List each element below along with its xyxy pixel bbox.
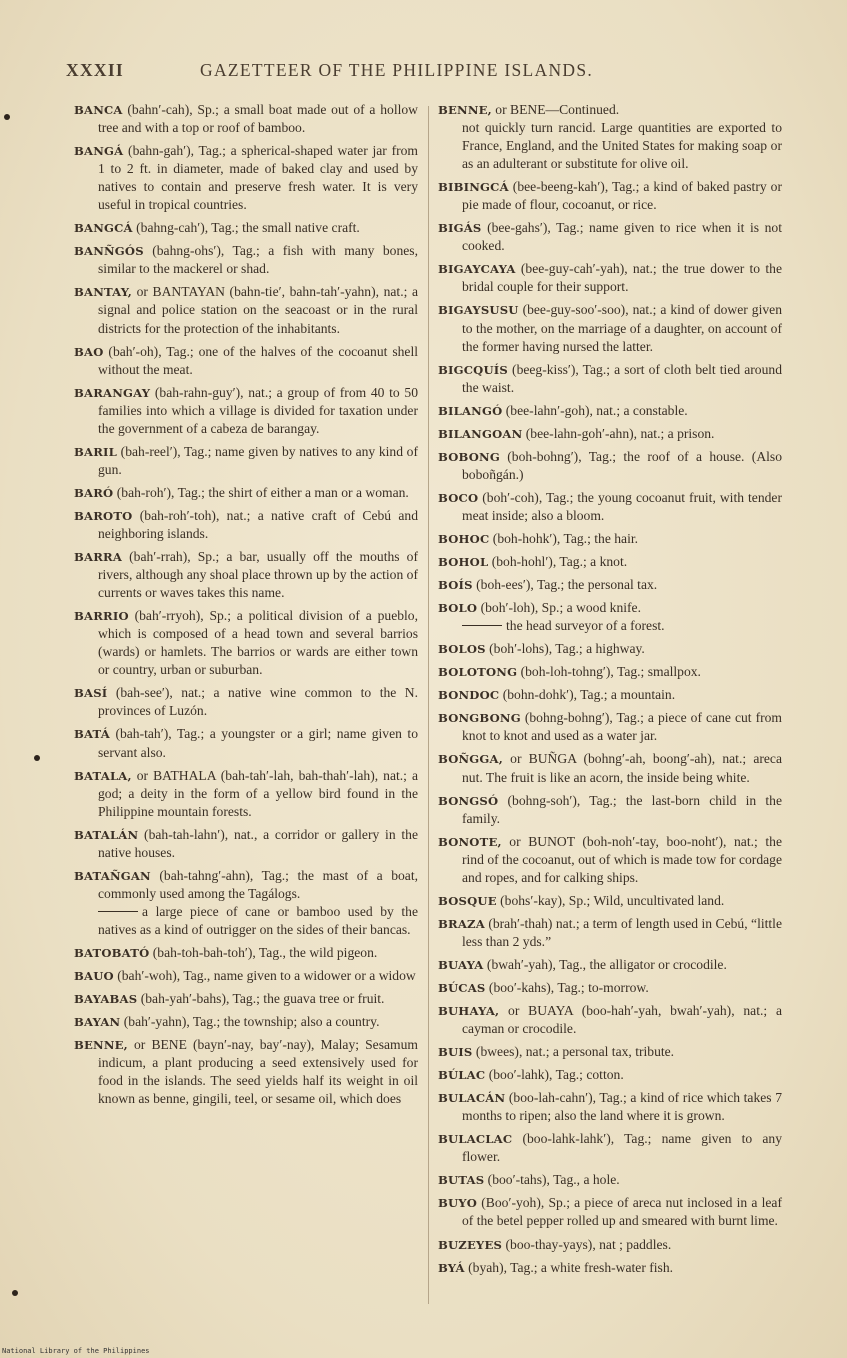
entry-headword: BUAYA: [438, 957, 484, 972]
entry-headword: BIGAYCAYA: [438, 262, 516, 277]
entry-headword: BANÑGÓS: [74, 244, 144, 259]
left-column: [74, 101, 418, 1113]
entry-definition: (bah-yah′-bahs), Tag.; the guava tree or fruit.: [137, 991, 385, 1007]
entry-headword: BAYABAS: [74, 992, 138, 1007]
glossary-entry: [438, 101, 782, 173]
glossary-entry: [438, 1043, 782, 1061]
glossary-entry: [74, 1036, 418, 1108]
entry-headword: BOÍS: [438, 578, 473, 593]
entry-definition: (boh-bohng′), Tag.; the roof of a house. (Also boboñgán.): [462, 448, 782, 482]
entry-headword: BULACLAC: [438, 1132, 513, 1147]
entry-definition: (bohng-soh′), Tag.; the last-born child in the family.: [462, 792, 782, 826]
entry-headword: BANGÁ: [74, 144, 124, 159]
entry-headword: BOLO: [438, 601, 478, 616]
entry-definition: or BENE—Continued.: [491, 102, 620, 117]
margin-mark: [12, 1290, 18, 1296]
glossary-entry: [438, 402, 782, 420]
glossary-entry: [438, 219, 782, 255]
entry-definition: or BUÑGA (bohng′-ah, boong′-ah), nat.; areca nut. The fruit is like an acorn, the inside being white.: [462, 751, 782, 785]
entry-definition: (boh′-loh), Sp.; a wood knife.: [477, 600, 641, 616]
glossary-entry: [438, 178, 782, 214]
glossary-entry: [438, 1171, 782, 1189]
entry-headword: BATÁ: [74, 727, 110, 742]
entry-definition: (boh′-lohs), Tag.; a highway.: [485, 641, 645, 657]
glossary-entry: [438, 553, 782, 571]
entry-headword: BAUO: [74, 969, 114, 984]
entry-headword: BANCA: [74, 103, 123, 117]
entry-headword: BUTAS: [438, 1173, 485, 1188]
glossary-entry: [74, 283, 418, 337]
entry-definition: (bah-see′), nat.; a native wine common to the N. provinces of Luzón.: [98, 685, 418, 719]
glossary-entry: [438, 425, 782, 443]
entry-definition: or BANTAYAN (bahn-tie′, bahn-tah′-yahn), nat.; a signal and police station on the seacoast or in the rural districts for the protection of the inhabitants.: [98, 284, 418, 336]
entry-definition: (boo′-tahs), Tag., a hole.: [484, 1172, 620, 1188]
entry-definition: (bah′-oh), Tag.; one of the halves of the cocoanut shell without the meat.: [98, 343, 418, 377]
glossary-entry: [74, 443, 418, 479]
glossary-entry: [74, 684, 418, 720]
glossary-entry: [74, 219, 418, 237]
entry-headword: BUZEYES: [438, 1237, 503, 1252]
glossary-entry: [438, 1089, 782, 1125]
entry-headword: BUHAYA,: [438, 1004, 500, 1019]
entry-headword: BÚLAC: [438, 1068, 486, 1083]
entry-headword: BILANGÓ: [438, 403, 503, 418]
entry-headword: BATOBATÓ: [74, 945, 150, 960]
entry-headword: BATAÑGAN: [74, 868, 151, 883]
entry-headword: BIGÁS: [438, 221, 482, 236]
entry-headword: BARRIO: [74, 609, 129, 624]
glossary-entry: [74, 101, 418, 137]
glossary-entry: [74, 826, 418, 862]
entry-continuation: the head surveyor of a forest.: [506, 618, 665, 634]
entry-headword: BOHOC: [438, 531, 490, 546]
entry-definition: or BUAYA (boo-hah′-yah, bwah′-yah), nat.; a cayman or crocodile.: [462, 1003, 782, 1037]
entry-definition: (byah), Tag.; a white fresh-water fish.: [464, 1259, 674, 1275]
entry-headword: BÚCAS: [438, 980, 486, 995]
glossary-entry: [438, 956, 782, 974]
entry-headword: BOLOS: [438, 642, 486, 657]
glossary-entry: [74, 242, 418, 278]
entry-definition: or BUNOT (boh-noh′-tay, boo-noht′), nat.; the rind of the cocoanut, out of which is made tow for cordage and ropes, and for calking ships.: [462, 833, 782, 885]
entry-continuation: not quickly turn rancid. Large quantities are exported to France, England, and the United States for making soap or as an adulterant or substitute for olive oil.: [462, 120, 782, 172]
entry-definition: (bah-toh-bah-toh′), Tag., the wild pigeon.: [149, 944, 378, 960]
entry-definition: (bah-reel′), Tag.; name given by natives to any kind of gun.: [98, 443, 418, 477]
entry-headword: BAYAN: [74, 1015, 121, 1030]
entry-headword: BONDOC: [438, 688, 500, 703]
entry-definition: (bahng-cah′), Tag.; the small native craft.: [132, 220, 360, 236]
page-number: XXXII: [66, 60, 125, 80]
glossary-entry: [438, 489, 782, 525]
glossary-entry: [438, 1002, 782, 1038]
entry-headword: BANTAY,: [74, 285, 133, 300]
glossary-entry: [438, 1194, 782, 1230]
glossary-entry: [438, 599, 782, 635]
glossary-entry: [74, 1013, 418, 1031]
glossary-entry: [74, 967, 418, 985]
entry-headword: BENNE,: [438, 103, 492, 117]
glossary-entry: [438, 1259, 782, 1277]
entry-headword: BOBONG: [438, 449, 500, 464]
entry-headword: BIGCQUÍS: [438, 362, 508, 377]
entry-headword: BARÓ: [74, 485, 114, 500]
entry-headword: BENNE,: [74, 1038, 128, 1053]
entry-headword: BATALA,: [74, 768, 132, 783]
glossary-entry: [438, 576, 782, 594]
glossary-entry: [74, 607, 418, 679]
entry-headword: BILANGOAN: [438, 426, 523, 441]
entry-definition: (bwah′-yah), Tag., the alligator or crocodile.: [483, 956, 727, 972]
glossary-entry: [74, 767, 418, 821]
entry-definition: (bee-guy-cah′-yah), nat.; the true dower to the bridal couple for their support.: [462, 261, 782, 295]
right-column: [438, 101, 782, 1282]
entry-headword: BOSQUE: [438, 893, 497, 908]
margin-mark: [4, 114, 10, 120]
glossary-entry: [438, 260, 782, 296]
entry-headword: BAROTO: [74, 508, 133, 523]
entry-definition: (bahn-gah′), Tag.; a spherical-shaped water jar from 1 to 2 ft. in diameter, made of baked clay and used by natives to contain and preserve fresh water. It is very useful in tropical countries.: [98, 143, 418, 213]
glossary-entry: [74, 142, 418, 214]
entry-definition: (bahng-ohs′), Tag.; a fish with many bones, similar to the mackerel or shad.: [98, 243, 418, 277]
glossary-entry: [438, 361, 782, 397]
glossary-entry: [438, 1130, 782, 1166]
glossary-entry: [438, 915, 782, 951]
ditto-dash: [462, 625, 502, 626]
column-divider: [428, 106, 429, 1304]
entry-headword: BATALÁN: [74, 827, 139, 842]
entry-headword: BIGAYSUSU: [438, 303, 519, 318]
glossary-entry: [438, 892, 782, 910]
entry-continuation: a large piece of cane or bamboo used by the natives as a kind of outrigger on the sides of their bancas.: [98, 903, 418, 937]
entry-definition: (Boo′-yoh), Sp.; a piece of areca nut inclosed in a leaf of the betel pepper rolled up and smeared with burnt lime.: [462, 1195, 782, 1229]
entry-definition: (bee-lahn-goh′-ahn), nat.; a prison.: [522, 425, 715, 441]
entry-headword: BUYO: [438, 1196, 478, 1211]
running-head: [66, 60, 656, 84]
entry-definition: (boh-ees′), Tag.; the personal tax.: [472, 577, 658, 593]
entry-headword: BONOTE,: [438, 834, 502, 849]
entry-definition: (bah′-rrah), Sp.; a bar, usually off the mouths of rivers, although any shoal place thrown up by the action of currents or waves takes this name.: [98, 549, 418, 601]
entry-definition: (bohs′-kay), Sp.; Wild, uncultivated land.: [496, 892, 725, 908]
glossary-entry: [438, 663, 782, 681]
entry-definition: (bee-gahs′), Tag.; name given to rice when it is not cooked.: [462, 220, 782, 254]
entry-definition: (bah-tah′), Tag.; a youngster or a girl; name given to servant also.: [98, 726, 418, 760]
glossary-entry: [74, 990, 418, 1008]
glossary-entry: [438, 1066, 782, 1084]
entry-definition: (boo′-kahs), Tag.; to-morrow.: [485, 979, 649, 995]
entry-definition: (boo-thay-yays), nat ; paddles.: [502, 1236, 672, 1252]
entry-headword: BIBINGCÁ: [438, 180, 509, 195]
entry-headword: BANGCÁ: [74, 221, 133, 236]
entry-definition: (boo′-lahk), Tag.; cotton.: [485, 1067, 624, 1083]
glossary-entry: [74, 484, 418, 502]
entry-definition: (bah′-woh), Tag., name given to a widower or a widow: [113, 968, 416, 984]
entry-headword: BUIS: [438, 1045, 473, 1060]
glossary-entry: [74, 867, 418, 939]
entry-definition: (bah-roh′), Tag.; the shirt of either a man or a woman.: [113, 484, 409, 500]
glossary-entry: [74, 944, 418, 962]
page-title: GAZETTEER OF THE PHILIPPINE ISLANDS.: [200, 60, 594, 80]
entry-definition: (bohng-bohng′), Tag.; a piece of cane cut from knot to knot and used as a water jar.: [462, 710, 782, 744]
glossary-entry: [438, 750, 782, 786]
entry-headword: BOCO: [438, 490, 479, 505]
glossary-entry: [74, 725, 418, 761]
entry-definition: (boh-hohk′), Tag.; the hair.: [489, 530, 639, 546]
entry-definition: (bah-rahn-guy′), nat.; a group of from 40 to 50 families into which a village is divided for taxation under the government of a cabeza de barangay.: [98, 384, 418, 436]
entry-definition: (beeg-kiss′), Tag.; a sort of cloth belt tied around the waist.: [462, 361, 782, 395]
glossary-entry: [438, 979, 782, 997]
entry-headword: BARANGAY: [74, 385, 151, 400]
entry-definition: (boh′-coh), Tag.; the young cocoanut fruit, with tender meat inside; also a bloom.: [462, 489, 782, 523]
entry-definition: (bee-beeng-kah′), Tag.; a kind of baked pastry or pie made of flour, cocoanut, or rice.: [462, 179, 782, 213]
entry-headword: BARRA: [74, 550, 123, 565]
entry-definition: (bah-roh′-toh), nat.; a native craft of Cebú and neighboring islands.: [98, 507, 418, 541]
entry-headword: BYÁ: [438, 1260, 465, 1275]
glossary-entry: [74, 343, 418, 379]
entry-headword: BOHOL: [438, 555, 489, 570]
glossary-entry: [438, 530, 782, 548]
entry-definition: (bah′-yahn), Tag.; the township; also a country.: [120, 1014, 380, 1030]
entry-headword: BOLOTONG: [438, 665, 518, 680]
entry-definition: (bohn-dohk′), Tag.; a mountain.: [499, 687, 676, 703]
margin-mark: [34, 755, 40, 761]
glossary-entry: [438, 448, 782, 484]
glossary-entry: [438, 709, 782, 745]
entry-definition: or BATHALA (bah-tah′-lah, bah-thah′-lah), nat.; a god; a deity in the form of a yellow bird found in the Philippine mountain forests.: [98, 767, 418, 819]
entry-headword: BAO: [74, 344, 104, 359]
entry-headword: BOÑGGA,: [438, 752, 503, 767]
entry-definition: or BENE (bayn′-nay, bay′-nay), Malay; Sesamum indicum, a plant producing a seed extensively used for food in the islands. The seed yields half its weight in oil known as benne, gingili, teel, or sesame oil, which does: [98, 1037, 418, 1107]
entry-definition: (bee-lahn′-goh), nat.; a constable.: [502, 402, 688, 418]
glossary-entry: [438, 301, 782, 355]
entry-definition: (bah-tahng′-ahn), Tag.; the mast of a boat, commonly used among the Tagálogs.: [98, 867, 418, 901]
entry-definition: (bah-tah-lahn′), nat., a corridor or gallery in the native houses.: [98, 826, 418, 860]
glossary-entry: [74, 507, 418, 543]
entry-headword: BULACÁN: [438, 1091, 506, 1106]
glossary-entry: [438, 640, 782, 658]
entry-headword: BRAZA: [438, 916, 485, 931]
entry-definition: (bwees), nat.; a personal tax, tribute.: [472, 1044, 675, 1060]
entry-definition: (bahn′-cah), Sp.; a small boat made out of a hollow tree and with a top or roof of bamboo.: [98, 102, 418, 136]
glossary-entry: [438, 833, 782, 887]
entry-definition: (bee-guy-soo′-soo), nat.; a kind of dower given to the mother, on the marriage of a daughter, on account of the former having nursed the latter.: [462, 302, 782, 354]
entry-headword: BONGSÓ: [438, 793, 499, 808]
entry-definition: (boo-lahk-lahk′), Tag.; name given to any flower.: [462, 1131, 782, 1165]
entry-definition: (brah′-thah) nat.; a term of length used in Cebú, “little less than 2 yds.”: [462, 915, 782, 949]
entry-definition: (boh-hohl′), Tag.; a knot.: [488, 554, 628, 570]
library-credit: National Library of the Philippines: [2, 1347, 150, 1355]
entry-definition: (boo-lah-cahn′), Tag.; a kind of rice which takes 7 months to ripen; also the land where it is grown.: [462, 1090, 782, 1124]
entry-definition: (bah′-rryoh), Sp.; a political division of a pueblo, which is composed of a head town and several barrios (wards) or hamlets. The barrios or wards are either town or country, urban or suburban.: [98, 608, 418, 678]
glossary-entry: [438, 1236, 782, 1254]
entry-definition: (boh-loh-tohng′), Tag.; smallpox.: [517, 664, 701, 680]
glossary-entry: [438, 686, 782, 704]
glossary-entry: [74, 548, 418, 602]
glossary-entry: [74, 384, 418, 438]
entry-headword: BASÍ: [74, 686, 108, 701]
entry-headword: BARIL: [74, 444, 118, 459]
entry-headword: BONGBONG: [438, 711, 521, 726]
ditto-dash: [98, 911, 138, 912]
glossary-entry: [438, 792, 782, 828]
